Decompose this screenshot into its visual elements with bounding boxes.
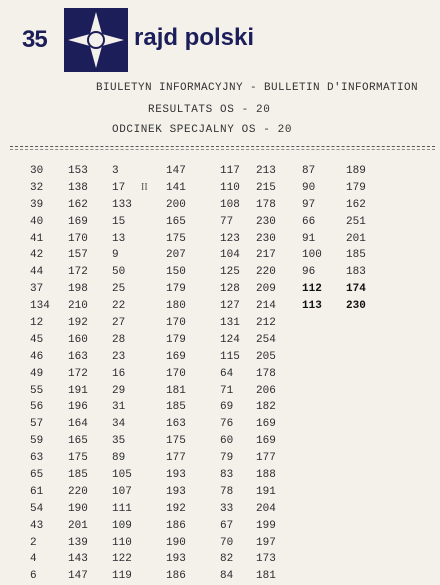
car-number: 22 [112, 300, 126, 313]
stage-time: 175 [166, 435, 186, 448]
stage-time: 220 [68, 485, 88, 498]
stage-time: 230 [346, 300, 366, 313]
stage-time: 217 [256, 249, 276, 262]
stage-time: 191 [256, 485, 276, 498]
car-number: 4 [30, 553, 37, 566]
car-number: 56 [30, 401, 44, 414]
car-number: 37 [30, 283, 44, 296]
stage-time: 164 [68, 418, 88, 431]
car-number: 6 [30, 570, 37, 583]
car-number: 90 [302, 181, 316, 194]
stage-time: 177 [256, 452, 276, 465]
stage-time: 186 [166, 570, 186, 583]
stage-time: 147 [166, 165, 186, 177]
car-number: 29 [112, 384, 126, 397]
stage-time: 210 [68, 300, 88, 313]
car-number: 112 [302, 283, 322, 296]
car-number: 65 [30, 469, 44, 482]
stage-time: 138 [68, 181, 88, 194]
car-number: 67 [220, 519, 234, 532]
stage-time: 206 [256, 384, 276, 397]
stage-time: 141 [166, 181, 186, 194]
car-number: 60 [220, 435, 234, 448]
stage-time: 198 [68, 283, 88, 296]
stage-time: 178 [256, 367, 276, 380]
car-number: 69 [220, 401, 234, 414]
stage-time: 175 [166, 232, 186, 245]
car-number: 124 [220, 333, 240, 346]
car-number: 61 [30, 485, 44, 498]
car-number: 84 [220, 570, 234, 583]
car-number: 57 [30, 418, 44, 431]
stage-time: 160 [68, 333, 88, 346]
car-number: 54 [30, 502, 44, 515]
car-number: 110 [112, 536, 132, 549]
car-number: 131 [220, 317, 240, 330]
stage-time: 186 [166, 519, 186, 532]
car-number: 134 [30, 300, 50, 313]
car-number: 89 [112, 452, 126, 465]
car-number: 97 [302, 198, 316, 211]
stage-time: 200 [166, 198, 186, 211]
car-number: 76 [220, 418, 234, 431]
car-number: 15 [112, 215, 126, 228]
car-number: 127 [220, 300, 240, 313]
stage-time: 183 [346, 266, 366, 279]
stage-time: 172 [68, 367, 88, 380]
car-number: 105 [112, 469, 132, 482]
margin-mark: II [141, 182, 148, 193]
car-number: 91 [302, 232, 316, 245]
car-number: 25 [112, 283, 126, 296]
car-number: 107 [112, 485, 132, 498]
stage-time: 150 [166, 266, 186, 279]
stage-time: 173 [256, 553, 276, 566]
car-number: 34 [112, 418, 126, 431]
car-number: 30 [30, 165, 44, 177]
car-number: 35 [112, 435, 126, 448]
header-divider [10, 146, 435, 147]
stage-time: 230 [256, 215, 276, 228]
car-number: 41 [30, 232, 44, 245]
stage-time: 197 [256, 536, 276, 549]
car-number: 13 [112, 232, 126, 245]
results-heading: RESULTATS OS - 20 [148, 104, 271, 116]
stage-time: 215 [256, 181, 276, 194]
stage-time: 174 [346, 283, 366, 296]
car-number: 49 [30, 367, 44, 380]
stage-time: 169 [68, 215, 88, 228]
stage-time: 139 [68, 536, 88, 549]
car-number: 12 [30, 317, 44, 330]
car-number: 78 [220, 485, 234, 498]
stage-time: 170 [68, 232, 88, 245]
stage-time: 188 [256, 469, 276, 482]
stage-time: 199 [256, 519, 276, 532]
car-number: 44 [30, 266, 44, 279]
stage-time: 179 [166, 283, 186, 296]
stage-time: 179 [346, 181, 366, 194]
header-divider-secondary [10, 149, 435, 150]
stage-time: 182 [256, 401, 276, 414]
stage-time: 185 [166, 401, 186, 414]
car-number: 79 [220, 452, 234, 465]
car-number: 125 [220, 266, 240, 279]
stage-time: 185 [346, 249, 366, 262]
stage-time: 254 [256, 333, 276, 346]
stage-time: 163 [68, 350, 88, 363]
car-number: 32 [30, 181, 44, 194]
stage-time: 143 [68, 553, 88, 566]
stage-time: 213 [256, 165, 276, 177]
car-number: 87 [302, 165, 316, 177]
stage-time: 170 [166, 367, 186, 380]
stage-time: 205 [256, 350, 276, 363]
car-number: 39 [30, 198, 44, 211]
car-number: 55 [30, 384, 44, 397]
stage-time: 209 [256, 283, 276, 296]
car-number: 45 [30, 333, 44, 346]
car-number: 16 [112, 367, 126, 380]
stage-time: 169 [166, 350, 186, 363]
bulletin-heading: BIULETYN INFORMACYJNY - BULLETIN D'INFORMATION [96, 82, 419, 94]
car-number: 108 [220, 198, 240, 211]
car-number: 27 [112, 317, 126, 330]
stage-time: 153 [68, 165, 88, 177]
stage-time: 230 [256, 232, 276, 245]
car-number: 100 [302, 249, 322, 262]
stage-time: 172 [68, 266, 88, 279]
stage-time: 192 [68, 317, 88, 330]
rally-logo [22, 8, 322, 78]
stage-time: 169 [256, 435, 276, 448]
car-number: 40 [30, 215, 44, 228]
car-number: 109 [112, 519, 132, 532]
car-number: 111 [112, 502, 132, 515]
stage-time: 175 [68, 452, 88, 465]
stage-time: 157 [68, 249, 88, 262]
car-number: 66 [302, 215, 316, 228]
car-number: 46 [30, 350, 44, 363]
stage-time: 196 [68, 401, 88, 414]
car-number: 77 [220, 215, 234, 228]
stage-time: 212 [256, 317, 276, 330]
stage-time: 193 [166, 469, 186, 482]
stage-time: 170 [166, 317, 186, 330]
car-number: 70 [220, 536, 234, 549]
stage-time: 181 [256, 570, 276, 583]
stage-time: 147 [68, 570, 88, 583]
stage-time: 204 [256, 502, 276, 515]
car-number: 128 [220, 283, 240, 296]
car-number: 119 [112, 570, 132, 583]
stage-time: 193 [166, 485, 186, 498]
car-number: 113 [302, 300, 322, 313]
stage-heading: ODCINEK SPECJALNY OS - 20 [112, 124, 293, 136]
stage-time: 169 [256, 418, 276, 431]
stage-time: 251 [346, 215, 366, 228]
stage-time: 178 [256, 198, 276, 211]
car-number: 33 [220, 502, 234, 515]
car-number: 63 [30, 452, 44, 465]
stage-time: 163 [166, 418, 186, 431]
car-number: 31 [112, 401, 126, 414]
car-number: 96 [302, 266, 316, 279]
stage-time: 185 [68, 469, 88, 482]
stage-time: 162 [68, 198, 88, 211]
car-number: 82 [220, 553, 234, 566]
car-number: 59 [30, 435, 44, 448]
stage-time: 165 [68, 435, 88, 448]
car-number: 43 [30, 519, 44, 532]
car-number: 104 [220, 249, 240, 262]
stage-time: 165 [166, 215, 186, 228]
car-number: 17 [112, 181, 126, 194]
stage-time: 190 [166, 536, 186, 549]
car-number: 9 [112, 249, 119, 262]
car-number: 115 [220, 350, 240, 363]
stage-time: 207 [166, 249, 186, 262]
car-number: 64 [220, 367, 234, 380]
stage-time: 201 [346, 232, 366, 245]
rally-number: 35 [22, 26, 47, 53]
stage-time: 214 [256, 300, 276, 313]
car-number: 83 [220, 469, 234, 482]
car-number: 3 [112, 165, 119, 177]
stage-time: 189 [346, 165, 366, 177]
stage-time: 181 [166, 384, 186, 397]
car-number: 23 [112, 350, 126, 363]
car-number: 133 [112, 198, 132, 211]
stage-time: 220 [256, 266, 276, 279]
stage-time: 192 [166, 502, 186, 515]
stage-time: 193 [166, 553, 186, 566]
stage-time: 191 [68, 384, 88, 397]
car-number: 117 [220, 165, 240, 177]
stage-time: 179 [166, 333, 186, 346]
stage-time: 162 [346, 198, 366, 211]
stage-time: 177 [166, 452, 186, 465]
stage-time: 180 [166, 300, 186, 313]
car-number: 42 [30, 249, 44, 262]
car-number: 2 [30, 536, 37, 549]
car-number: 123 [220, 232, 240, 245]
rally-emblem-icon [64, 8, 128, 72]
stage-time: 190 [68, 502, 88, 515]
car-number: 110 [220, 181, 240, 194]
car-number: 71 [220, 384, 234, 397]
car-number: 50 [112, 266, 126, 279]
car-number: 122 [112, 553, 132, 566]
rally-title: rajd polski [134, 24, 255, 51]
car-number: 28 [112, 333, 126, 346]
stage-time: 201 [68, 519, 88, 532]
